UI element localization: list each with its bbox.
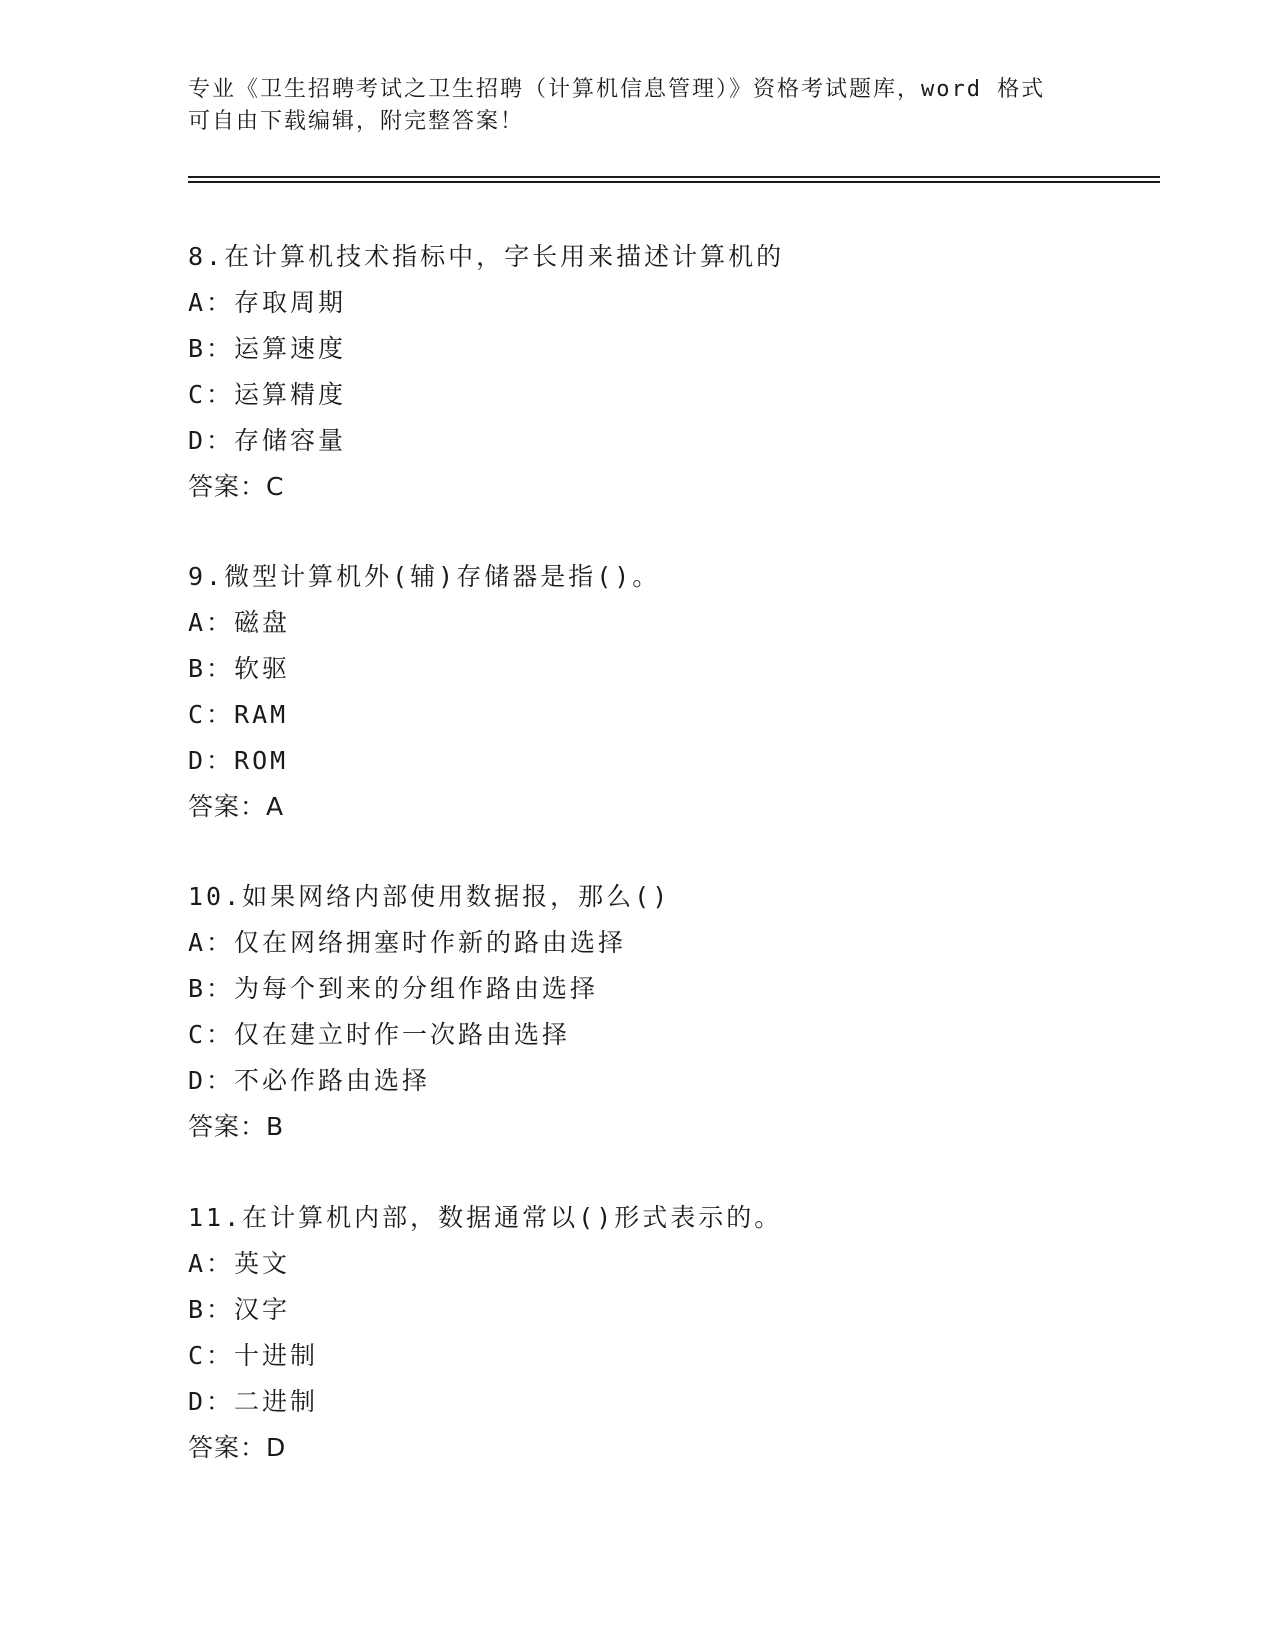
option-a: A：存取周期 bbox=[188, 288, 347, 317]
document-header bbox=[188, 74, 1088, 138]
option-c: C：运算精度 bbox=[188, 380, 347, 409]
header-line-2: 可自由下载编辑，附完整答案！ bbox=[188, 109, 525, 134]
question-9 bbox=[188, 554, 1148, 830]
option-a: A：磁盘 bbox=[188, 608, 291, 637]
option-c: C：RAM bbox=[188, 700, 289, 729]
header-divider-top bbox=[188, 176, 1160, 178]
option-b: B：运算速度 bbox=[188, 334, 347, 363]
option-a: A：仅在网络拥塞时作新的路由选择 bbox=[188, 928, 627, 957]
question-11 bbox=[188, 1195, 1148, 1471]
question-title: 9.微型计算机外(辅)存储器是指()。 bbox=[188, 562, 661, 591]
option-d: D：存储容量 bbox=[188, 426, 347, 455]
option-c: C：十进制 bbox=[188, 1341, 319, 1370]
question-title: 8.在计算机技术指标中，字长用来描述计算机的 bbox=[188, 242, 785, 271]
option-b: B：软驱 bbox=[188, 654, 291, 683]
header-line-1: 专业《卫生招聘考试之卫生招聘（计算机信息管理）》资格考试题库，word 格式 bbox=[188, 77, 1046, 102]
option-d: D：不必作路由选择 bbox=[188, 1066, 431, 1095]
question-title: 10.如果网络内部使用数据报，那么() bbox=[188, 882, 671, 911]
answer: 答案：A bbox=[188, 792, 285, 821]
question-title: 11.在计算机内部，数据通常以()形式表示的。 bbox=[188, 1203, 783, 1232]
option-d: D：二进制 bbox=[188, 1387, 319, 1416]
option-b: B：为每个到来的分组作路由选择 bbox=[188, 974, 599, 1003]
answer: 答案：C bbox=[188, 472, 285, 501]
answer: 答案：B bbox=[188, 1112, 285, 1141]
option-a: A：英文 bbox=[188, 1249, 291, 1278]
option-b: B：汉字 bbox=[188, 1295, 291, 1324]
question-8 bbox=[188, 234, 1148, 510]
header-divider-bottom bbox=[188, 181, 1160, 183]
option-c: C：仅在建立时作一次路由选择 bbox=[188, 1020, 571, 1049]
answer: 答案：D bbox=[188, 1433, 287, 1462]
option-d: D：ROM bbox=[188, 746, 289, 775]
question-10 bbox=[188, 874, 1148, 1150]
